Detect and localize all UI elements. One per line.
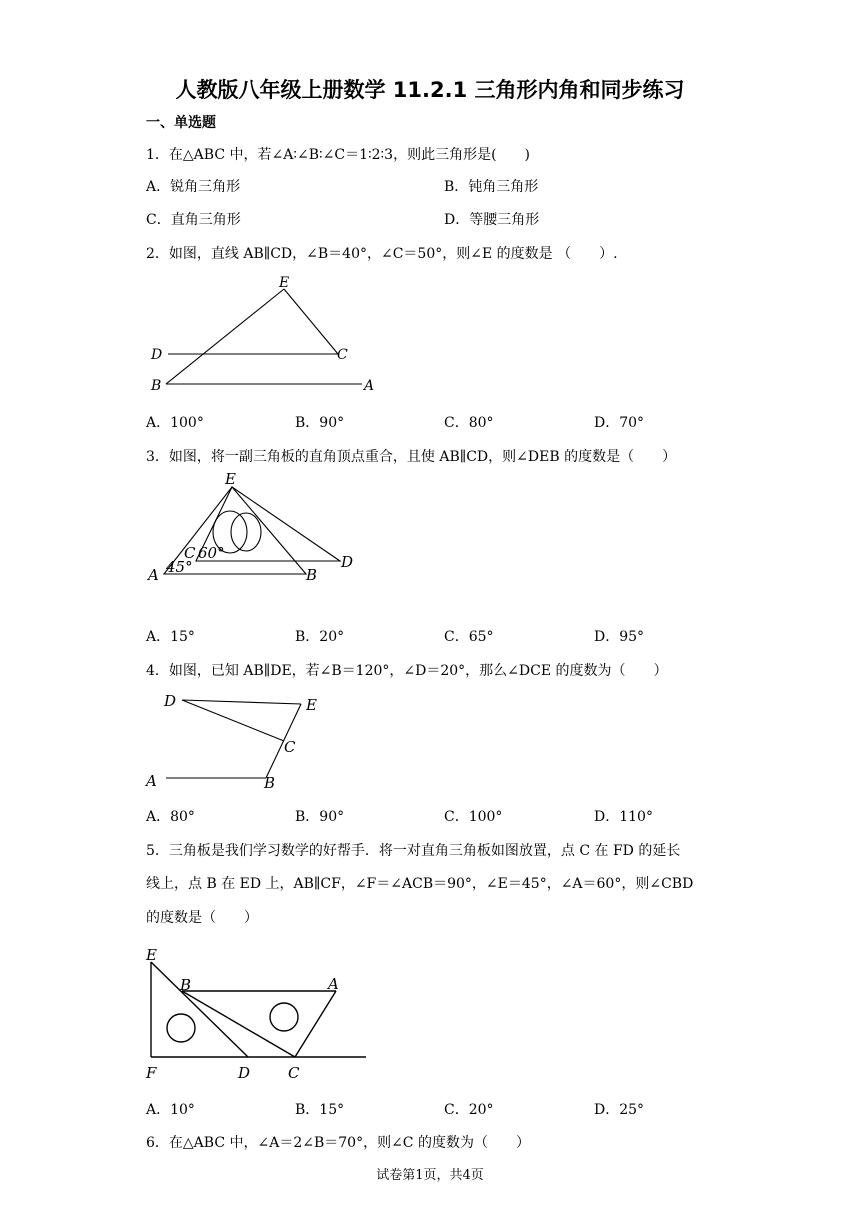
question-5-stem-line-2: 线上，点 B 在 ED 上，AB∥CF，∠F＝∠ACB＝90°，∠E＝45°，∠A＝60°，则∠CBD	[146, 876, 694, 892]
question-6-stem: 6．在△ABC 中，∠A＝2∠B＝70°，则∠C 的度数为（ ）	[146, 1135, 530, 1151]
q2-label-b: B	[151, 378, 162, 394]
question-2-option-b: B．90°	[295, 415, 345, 431]
question-4-option-c: C．100°	[444, 809, 503, 825]
q3-label-b: B	[306, 566, 318, 584]
page-footer: 试卷第1页，共4页	[376, 1168, 484, 1183]
question-4-stem: 4．如图，已知 AB∥DE，若∠B＝120°，∠D＝20°，那么∠DCE 的度数为（ ）	[146, 663, 668, 679]
page-title: 人教版八年级上册数学 11.2.1 三角形内角和同步练习	[175, 78, 685, 102]
q3-label-d: D	[341, 553, 354, 571]
q5-label-d: D	[238, 1064, 251, 1082]
q4-label-e: E	[306, 696, 317, 714]
q4-label-d: D	[164, 692, 177, 710]
question-3-option-d: D．95°	[594, 629, 645, 645]
question-4-option-b: B．90°	[295, 809, 345, 825]
q5-label-b: B	[180, 976, 192, 994]
q5-label-c: C	[288, 1064, 300, 1082]
question-5-option-d: D．25°	[594, 1102, 645, 1118]
question-2-option-c: C．80°	[444, 415, 494, 431]
q3-label-45: 45°	[166, 558, 193, 576]
question-2-option-a: A．100°	[146, 415, 204, 431]
question-3-option-b: B．20°	[295, 629, 345, 645]
q5-label-a: A	[328, 975, 339, 993]
section-heading: 一、单选题	[146, 115, 216, 131]
q2-label-c: C	[337, 347, 348, 363]
question-5-option-b: B．15°	[295, 1102, 345, 1118]
question-3-stem: 3．如图，将一副三角板的直角顶点重合，且使 AB∥CD，则∠DEB 的度数是（ ）	[146, 449, 677, 465]
question-2-option-d: D．70°	[594, 415, 645, 431]
q5-label-e: E	[146, 946, 157, 964]
q2-label-e: E	[279, 275, 290, 291]
question-5-stem-line-3: 的度数是（ ）	[146, 910, 258, 926]
question-5-option-c: C．20°	[444, 1102, 494, 1118]
question-1-option-c: C．直角三角形	[146, 212, 241, 228]
q4-label-b: B	[264, 774, 276, 792]
question-1-option-d: D．等腰三角形	[444, 212, 540, 228]
question-1-stem: 1．在△ABC 中，若∠A∶∠B∶∠C＝1∶2∶3，则此三角形是( )	[146, 147, 531, 163]
q3-label-c: C	[184, 544, 196, 562]
question-5-option-a: A．10°	[146, 1102, 195, 1118]
question-1-option-b: B．钝角三角形	[444, 179, 539, 195]
question-5-stem-line-1: 5．三角板是我们学习数学的好帮手．将一对直角三角板如图放置，点 C 在 FD 的延长	[146, 843, 681, 859]
q2-label-a: A	[364, 378, 375, 394]
q4-label-c: C	[284, 738, 296, 756]
question-4-option-a: A．80°	[146, 809, 195, 825]
question-4-option-d: D．110°	[594, 809, 653, 825]
q3-label-a: A	[148, 566, 159, 584]
question-1-option-a: A．锐角三角形	[146, 179, 241, 195]
q3-label-e: E	[225, 470, 236, 488]
q5-label-f: F	[146, 1064, 157, 1082]
question-3-option-a: A．15°	[146, 629, 195, 645]
q3-label-60: 60°	[198, 544, 225, 562]
question-2-stem: 2．如图，直线 AB∥CD，∠B＝40°，∠C＝50°，则∠E 的度数是 （ ）.	[146, 246, 618, 262]
question-3-option-c: C．65°	[444, 629, 494, 645]
q2-label-d: D	[151, 347, 163, 363]
q4-label-a: A	[146, 772, 157, 790]
